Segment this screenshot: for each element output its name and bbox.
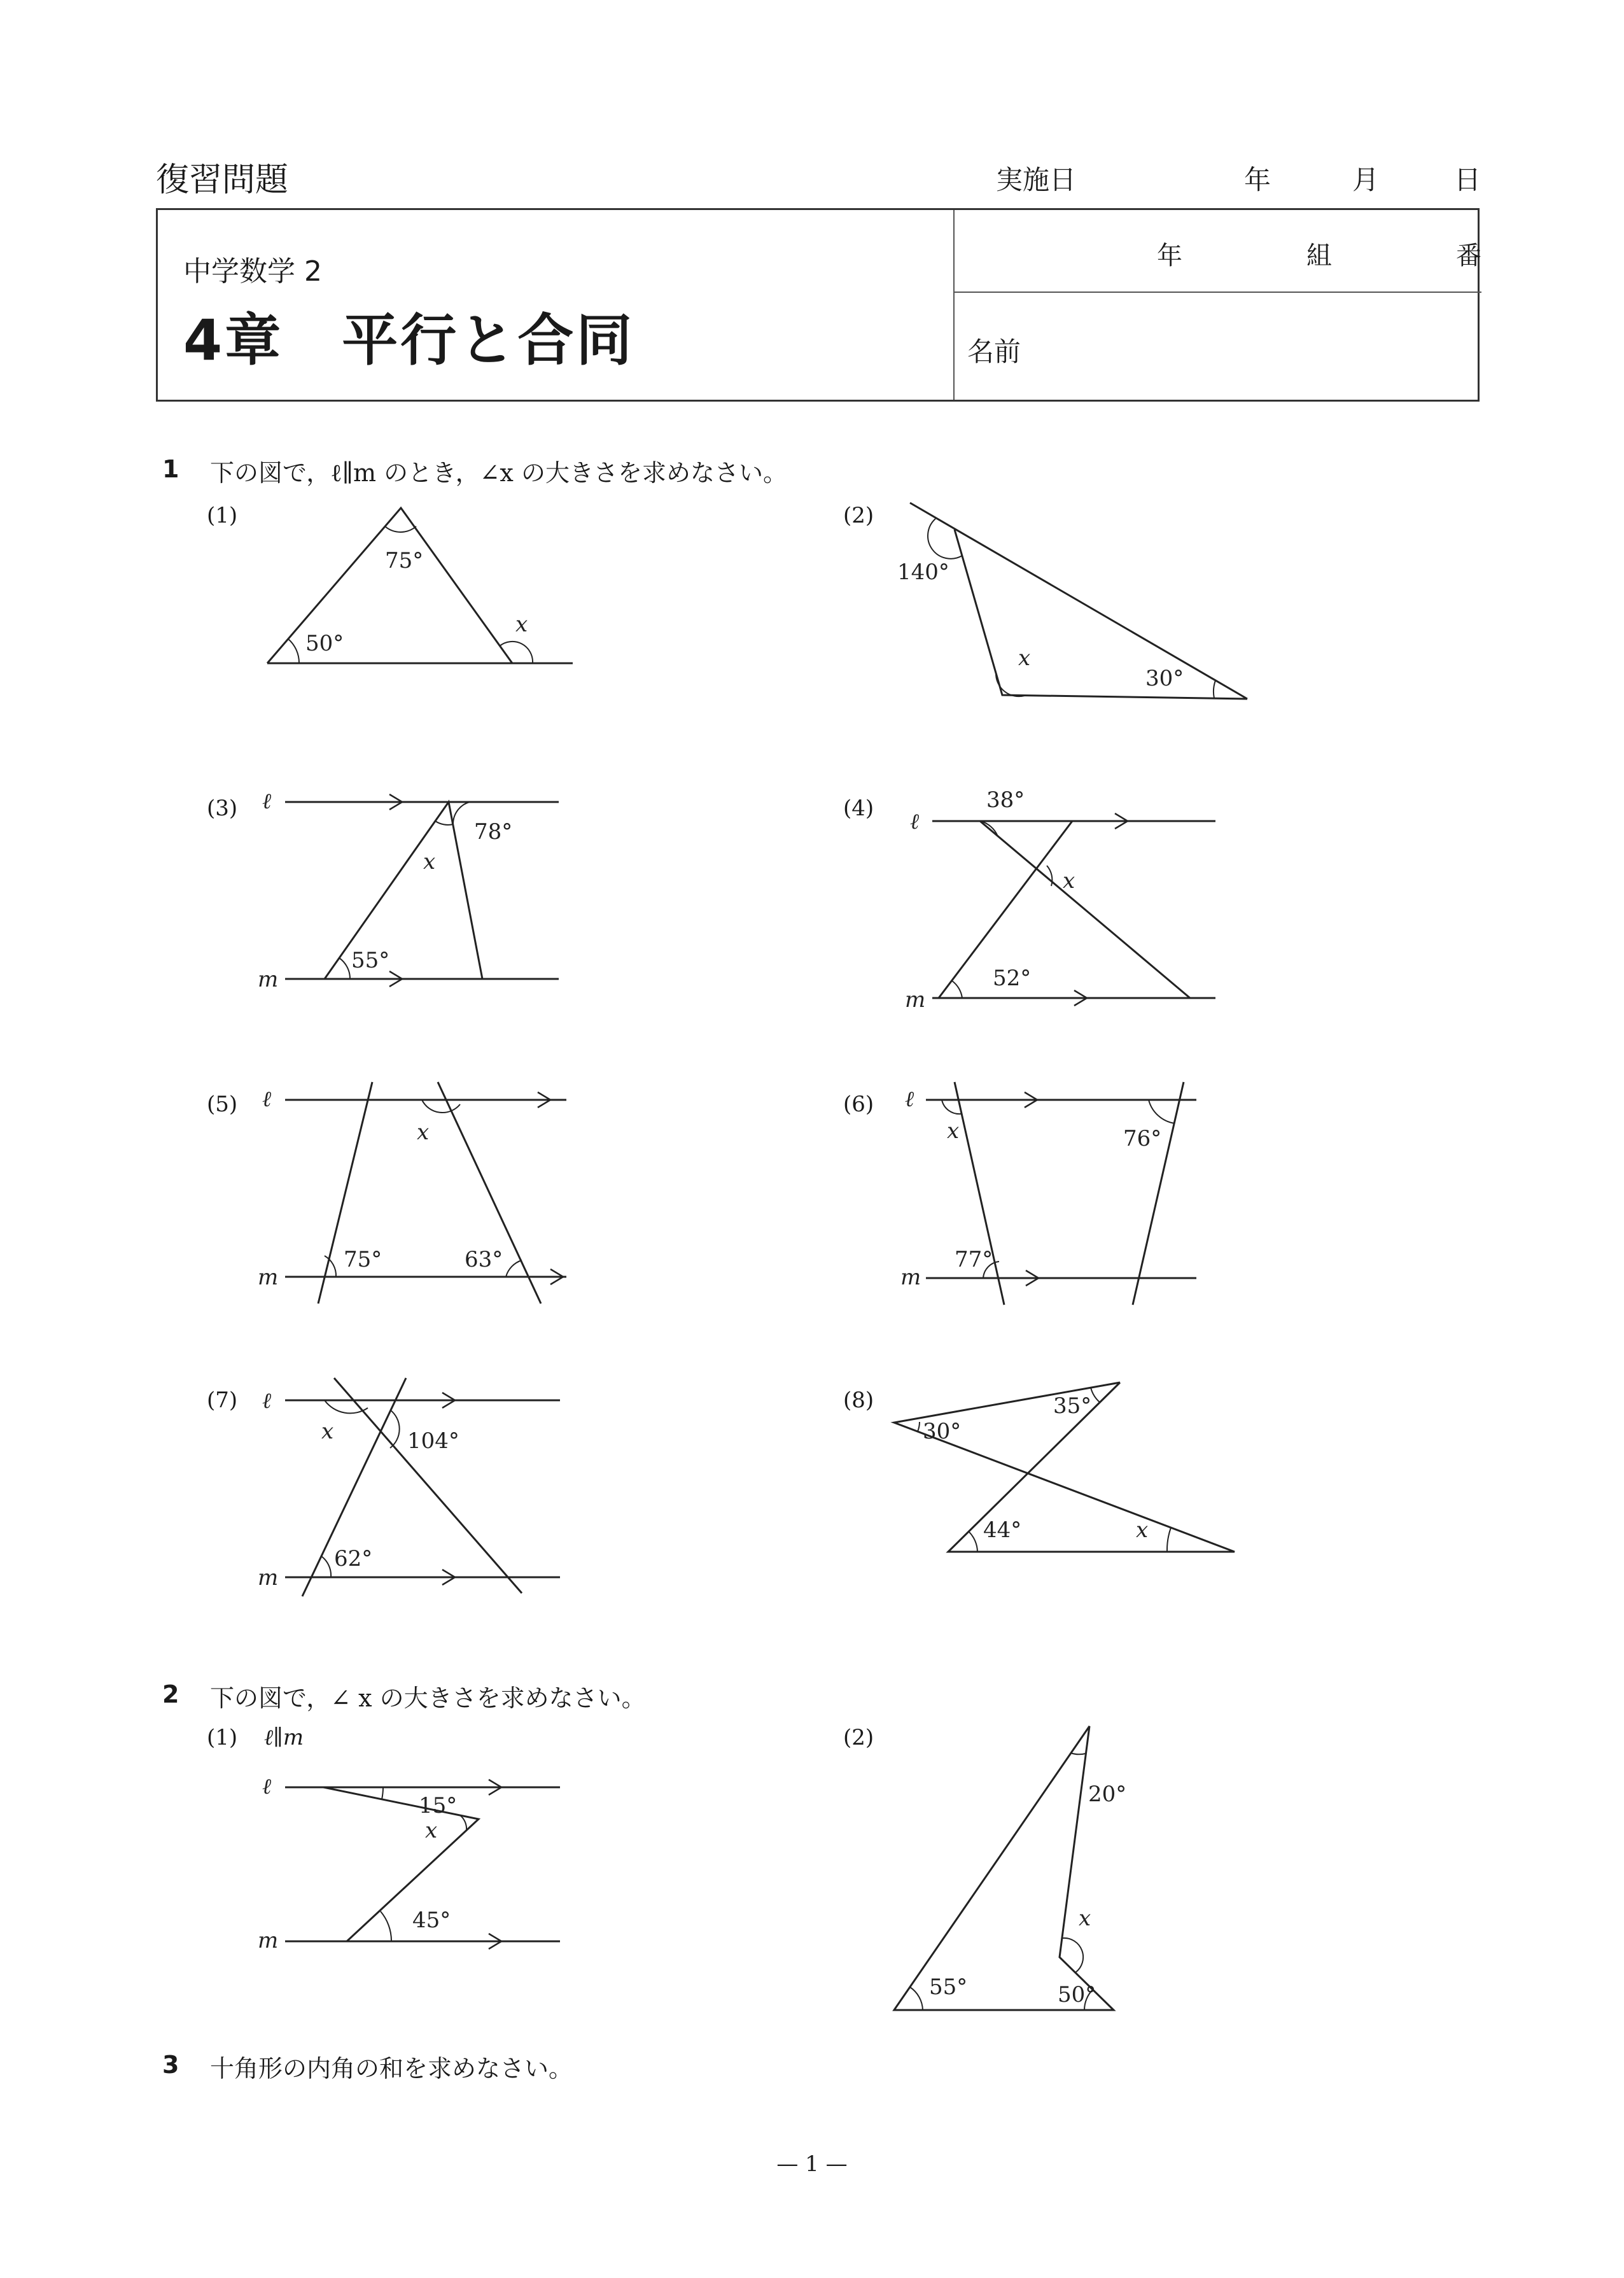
q1-p8-angle-44: 44°: [983, 1517, 1022, 1543]
q1-p3-angle-78: 78°: [474, 819, 513, 845]
page-number: — 1 —: [776, 2151, 848, 2177]
q2-p2-angle-20: 20°: [1088, 1782, 1127, 1807]
q1-p7-label-m: m: [258, 1565, 279, 1591]
q2-text: 下の図で，∠ x の大きさを求めなさい。: [210, 1684, 646, 1712]
q2-p1-angle-45: 45°: [412, 1908, 451, 1933]
q1-p2-label: (2): [843, 503, 874, 528]
class-number: 番: [1456, 241, 1481, 271]
q1-p7-label-l: ℓ: [262, 1388, 272, 1414]
q1-text: 下の図で，ℓ∥m のとき，∠x の大きさを求めなさい。: [210, 459, 787, 487]
q1-p8-angle-30: 30°: [923, 1419, 962, 1444]
q2-p2-label: (2): [843, 1725, 874, 1750]
q1-p1-angle-x: x: [515, 612, 528, 637]
class-group: 組: [1306, 241, 1332, 271]
q1-p4-figure: [891, 783, 1247, 1025]
q2-p2-angle-50: 50°: [1058, 1982, 1096, 2007]
q2-p1-label-l: ℓ: [262, 1774, 272, 1799]
q1-p5-label-m: m: [258, 1265, 279, 1290]
doc-type: 復習問題: [156, 161, 289, 199]
q1-p3-angle-x: x: [423, 849, 436, 875]
q1-p4-angle-52: 52°: [993, 966, 1032, 991]
q1-p1-label: (1): [207, 503, 238, 528]
header-box: [156, 208, 1480, 402]
day-unit: 日: [1454, 164, 1481, 195]
q2-p1-condition: ℓ∥m: [264, 1725, 304, 1750]
name-label: 名前: [967, 336, 1021, 367]
q1-p6-label: (6): [843, 1092, 874, 1117]
date-label: 実施日: [996, 164, 1077, 195]
q1-p1-figure: [255, 496, 585, 687]
q3-text: 十角形の内角の和を求めなさい。: [210, 2055, 573, 2083]
q1-p4-label-m: m: [905, 987, 926, 1013]
q1-p5-angle-x: x: [417, 1120, 430, 1145]
box-hline: [953, 292, 1481, 293]
q1-p5-figure: [255, 1076, 585, 1318]
q1-p4-label-l: ℓ: [910, 809, 920, 834]
q2-p1-angle-15: 15°: [419, 1793, 458, 1818]
q2-p2-angle-x: x: [1079, 1906, 1091, 1931]
box-divider: [953, 210, 955, 400]
q1-p3-angle-55: 55°: [351, 948, 390, 973]
q1-p3-label-m: m: [258, 967, 279, 992]
q1-p7-label: (7): [207, 1388, 238, 1413]
q1-p7-angle-x: x: [321, 1419, 334, 1444]
q1-p6-label-m: m: [900, 1265, 921, 1290]
q1-p6-label-l: ℓ: [905, 1086, 914, 1112]
q2-p1-angle-x: x: [425, 1818, 438, 1843]
q3-number: 3: [162, 2051, 179, 2079]
q1-p6-angle-x: x: [947, 1118, 960, 1144]
q1-p3-label-l: ℓ: [262, 789, 272, 814]
q1-p5-angle-63: 63°: [465, 1247, 503, 1272]
q1-p7-angle-104: 104°: [407, 1428, 459, 1454]
q1-p7-angle-62: 62°: [334, 1546, 373, 1571]
q2-p2-angle-55: 55°: [929, 1974, 968, 2000]
title-row: [156, 153, 1480, 197]
q1-p4-angle-38: 38°: [986, 787, 1025, 813]
subject: 中学数学 2: [183, 255, 322, 288]
q1-p8-angle-35: 35°: [1053, 1393, 1092, 1419]
q1-p7-figure: [255, 1375, 585, 1610]
q1-p8-figure: [891, 1375, 1260, 1585]
q1-p5-label: (5): [207, 1092, 238, 1117]
q1-p2-angle-x: x: [1018, 645, 1031, 671]
q1-p2-figure: [891, 496, 1285, 713]
q1-p5-angle-75: 75°: [344, 1247, 382, 1272]
q2-p1-label-m: m: [258, 1928, 279, 1953]
q1-p3-label: (3): [207, 796, 238, 821]
q1-p2-angle-140: 140°: [897, 559, 949, 585]
q1-p6-angle-76: 76°: [1123, 1126, 1162, 1151]
q1-p6-figure: [891, 1076, 1235, 1318]
q1-p6-angle-77: 77°: [955, 1247, 993, 1272]
class-year: 年: [1157, 241, 1182, 271]
q1-p5-label-l: ℓ: [262, 1086, 272, 1112]
q1-p1-angle-50: 50°: [305, 631, 344, 656]
q2-number: 2: [162, 1680, 179, 1708]
q2-p1-figure: [255, 1757, 585, 1967]
year-unit: 年: [1244, 164, 1271, 195]
q1-p8-angle-x: x: [1136, 1517, 1149, 1543]
q1-p1-angle-75: 75°: [385, 548, 424, 573]
q1-p2-angle-30: 30°: [1145, 666, 1184, 691]
q1-p4-label: (4): [843, 796, 874, 821]
q1-number: 1: [162, 455, 179, 483]
q1-p8-label: (8): [843, 1388, 874, 1413]
q2-p1-label: (1): [207, 1725, 238, 1750]
q1-p3-figure: [255, 783, 585, 999]
month-unit: 月: [1352, 164, 1380, 195]
chapter-title: 4章 平行と合同: [183, 307, 635, 373]
q1-p4-angle-x: x: [1063, 868, 1075, 894]
q2-p2-figure: [891, 1719, 1209, 2024]
